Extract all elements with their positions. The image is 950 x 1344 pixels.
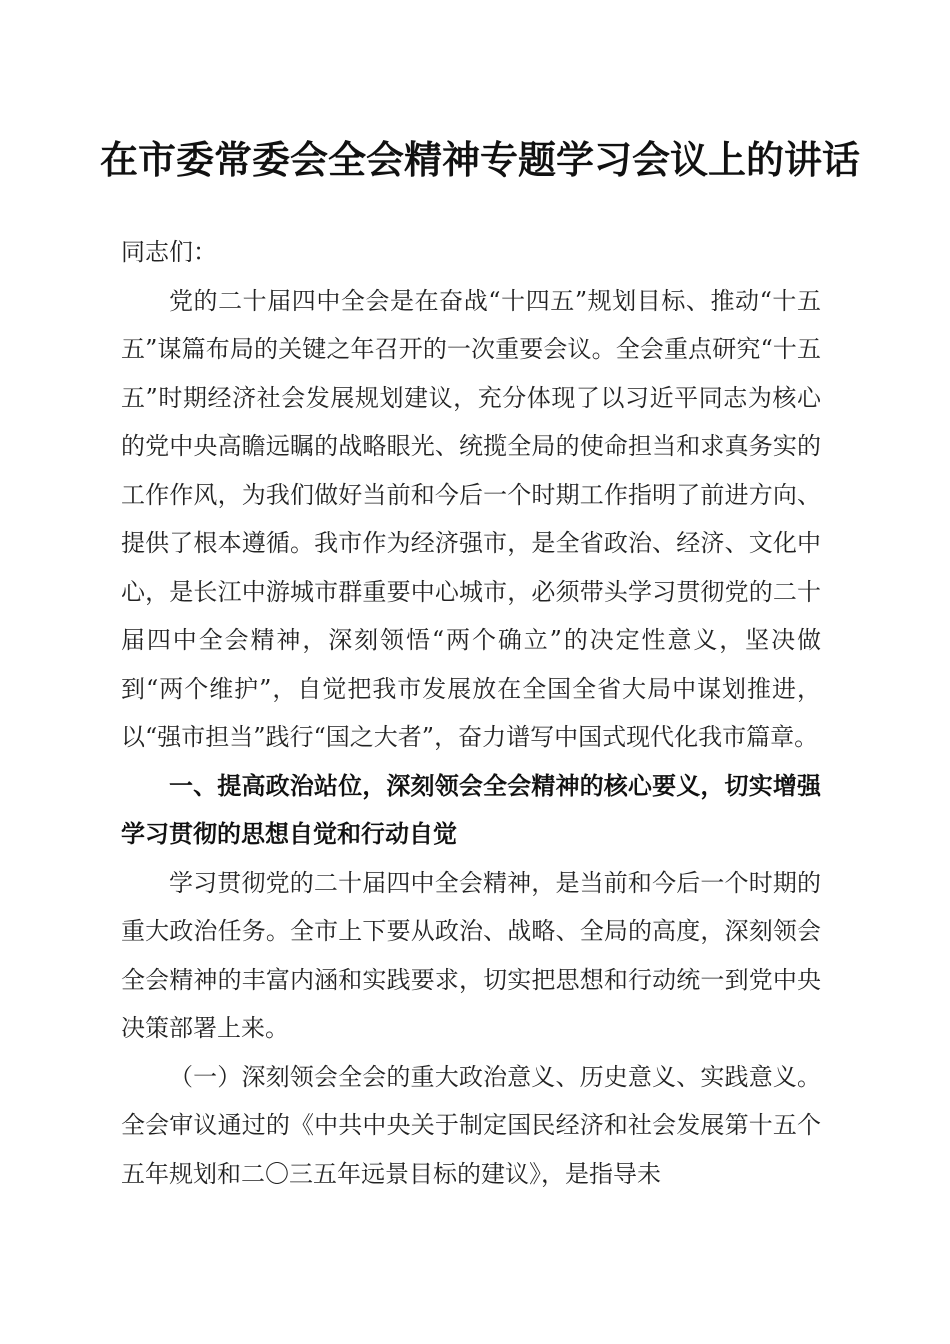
paragraph-subsection-1: （一）深刻领会全会的重大政治意义、历史意义、实践意义。全会审议通过的《中共中央关于制定国民经济和社会发展第十五个五年规划和二〇三五年远景目标的建议》，是指导未 bbox=[121, 1062, 821, 1188]
section-heading-1: 一、提高政治站位，深刻领会全会精神的核心要义，切实增强学习贯彻的思想自觉和行动自觉 bbox=[121, 771, 821, 848]
document-body bbox=[121, 228, 821, 1198]
paragraph-section-1: 学习贯彻党的二十届四中全会精神，是当前和今后一个时期的重大政治任务。全市上下要从政治、战略、全局的高度，深刻领会全会精神的丰富内涵和实践要求，切实把思想和行动统一到党中央决策部署上来。 bbox=[121, 868, 821, 1042]
document-title: 在市委常委会全会精神专题学习会议上的讲话 bbox=[100, 137, 861, 182]
salutation: 同志们： bbox=[121, 238, 217, 266]
paragraph-intro: 党的二十届四中全会是在奋战“十四五”规划目标、推动“十五五”谋篇布局的关键之年召开的一次重要会议。全会重点研究“十五五”时期经济社会发展规划建议，充分体现了以习近平同志为核心的党中央高瞻远瞩的战略眼光、统揽全局的使命担当和求真务实的工作作风，为我们做好当前和今后一个时期工作指明了前进方向、提供了根本遵循。我市作为经济强市，是全省政治、经济、文化中心，是长江中游城市群重要中心城市，必须带头学习贯彻党的二十届四中全会精神，深刻领悟“两个确立”的决定性意义，坚决做到“两个维护”，自觉把我市发展放在全国全省大局中谋划推进，以“强市担当”践行“国之大者”，奋力谱写中国式现代化我市篇章。 bbox=[121, 286, 821, 751]
